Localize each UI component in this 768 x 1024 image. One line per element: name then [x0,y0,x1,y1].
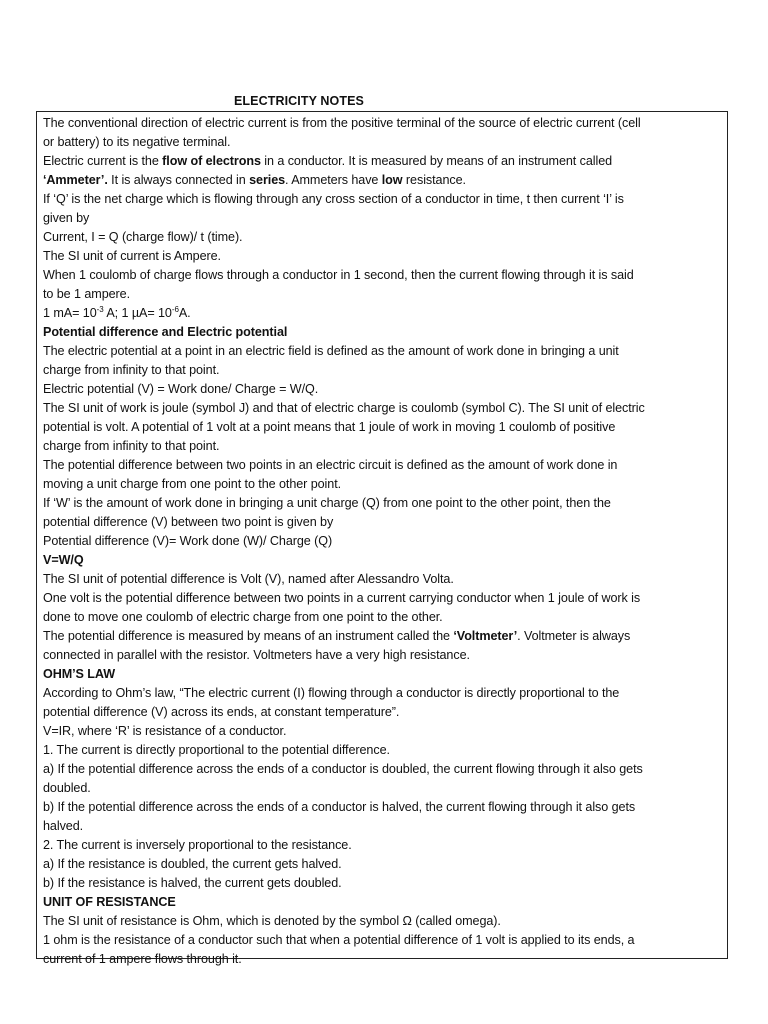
notes-line [43,627,720,646]
notes-line [43,266,720,285]
notes-line [43,228,720,247]
text-run: . Voltmeter is always [517,629,631,643]
text-run: moving a unit charge from one point to the other point. [43,477,342,491]
text-run: given by [43,211,90,225]
text-run: According to Ohm’s law, “The electric current (I) flowing through a conductor is directly proportional to the [43,686,620,700]
text-run: to be 1 ampere. [43,287,131,301]
text-run: 1 mA= 10 [43,306,97,320]
text-run: The potential difference is measured by means of an instrument called the [43,629,454,643]
text-run: A; 1 µA= 10 [103,306,172,320]
notes-line [43,646,720,665]
text-run: b) If the potential difference across the ends of a conductor is halved, the current flowing through it also gets [43,800,636,814]
text-run: The SI unit of potential difference is Volt (V), named after Alessandro Volta. [43,572,454,586]
text-run: charge from infinity to that point. [43,363,220,377]
text-run: The SI unit of current is Ampere. [43,249,221,263]
notes-line [43,741,720,760]
notes-line [43,855,720,874]
notes-line [43,874,720,893]
text-run: . Ammeters have [285,173,382,187]
notes-line [43,152,720,171]
text-run: The potential difference between two points in an electric circuit is defined as the amount of work done in [43,458,618,472]
notes-line [43,589,720,608]
bold-text: series [249,173,286,187]
notes-line [43,361,720,380]
text-run: halved. [43,819,84,833]
notes-line [43,836,720,855]
notes-line [43,760,720,779]
bold-text: OHM’S LAW [43,667,116,681]
notes-line [43,475,720,494]
superscript-text: -6 [171,304,179,314]
text-run: current of 1 ampere flows through it. [43,952,242,966]
notes-line [43,532,720,551]
notes-line [43,114,720,133]
text-run: The conventional direction of electric current is from the positive terminal of the source of electric current (cell [43,116,641,130]
text-run: The SI unit of work is joule (symbol J) and that of electric charge is coulomb (symbol C). The SI unit of electric [43,401,645,415]
notes-line [43,494,720,513]
text-run: doubled. [43,781,91,795]
notes-line [43,513,720,532]
notes-line [43,323,720,342]
text-run: done to move one coulomb of electric charge from one point to the other. [43,610,443,624]
bold-text: UNIT OF RESISTANCE [43,895,176,909]
bold-text: V=W/Q [43,553,84,567]
text-run: b) If the resistance is halved, the current gets doubled. [43,876,342,890]
notes-line [43,304,720,323]
notes-line [43,209,720,228]
text-run: Electric current is the [43,154,163,168]
notes-line [43,703,720,722]
text-run: a) If the potential difference across the ends of a conductor is doubled, the current flowing through it also gets [43,762,643,776]
text-run: 2. The current is inversely proportional to the resistance. [43,838,352,852]
notes-line [43,798,720,817]
notes-line [43,779,720,798]
notes-line [43,190,720,209]
text-run: connected in parallel with the resistor. Voltmeters have a very high resistance. [43,648,470,662]
notes-line [43,247,720,266]
superscript-text: -3 [96,304,104,314]
notes-box [36,111,728,966]
notes-line [43,684,720,703]
text-run: Electric potential (V) = Work done/ Charge = W/Q. [43,382,319,396]
notes-line [43,608,720,627]
notes-line [43,342,720,361]
notes-line [43,722,720,741]
text-run: When 1 coulomb of charge flows through a conductor in 1 second, then the current flowing through it is said [43,268,634,282]
text-run: The SI unit of resistance is Ohm, which is denoted by the symbol Ω (called omega). [43,914,501,928]
text-run: Potential difference (V)= Work done (W)/ Charge (Q) [43,534,333,548]
notes-line [43,437,720,456]
notes-line [43,551,720,570]
text-run: 1. The current is directly proportional to the potential difference. [43,743,390,757]
bold-text: low [381,173,403,187]
notes-line [43,418,720,437]
text-run: a) If the resistance is doubled, the current gets halved. [43,857,342,871]
text-run: If ‘W’ is the amount of work done in bringing a unit charge (Q) from one point to the other point, then the [43,496,611,510]
notes-line [43,399,720,418]
notes-line [43,380,720,399]
text-run: Current, I = Q (charge flow)/ t (time). [43,230,243,244]
bold-text: ‘Ammeter’. [43,173,108,187]
text-run: potential is volt. A potential of 1 volt at a point means that 1 joule of work in moving 1 coulomb of positive [43,420,616,434]
text-run: in a conductor. It is measured by means of an instrument called [260,154,613,168]
notes-line [43,931,720,950]
text-run: potential difference (V) across its ends, at constant temperature”. [43,705,400,719]
notes-line [43,817,720,836]
text-run: or battery) to its negative terminal. [43,135,231,149]
text-run: If ‘Q’ is the net charge which is flowing through any cross section of a conductor in time, t then current ‘I’ is [43,192,624,206]
notes-line [43,950,720,969]
text-run: 1 ohm is the resistance of a conductor such that when a potential difference of 1 volt is applied to its ends, a [43,933,635,947]
notes-line [43,285,720,304]
notes-line [43,570,720,589]
notes-line [43,171,720,190]
notes-line [43,133,720,152]
notes-line [43,456,720,475]
notes-line [43,912,720,931]
bold-text: Potential difference and Electric potential [43,325,288,339]
text-run: charge from infinity to that point. [43,439,220,453]
text-run: V=IR, where ‘R’ is resistance of a conductor. [43,724,287,738]
bold-text: flow of electrons [162,154,261,168]
text-run: A. [178,306,191,320]
page-title: ELECTRICITY NOTES [234,94,364,108]
text-run: potential difference (V) between two point is given by [43,515,334,529]
notes-line [43,665,720,684]
notes-line [43,893,720,912]
text-run: It is always connected in [107,173,250,187]
text-run: One volt is the potential difference between two points in a current carrying conductor when 1 joule of work is [43,591,641,605]
text-run: The electric potential at a point in an electric field is defined as the amount of work done in bringing a unit [43,344,619,358]
text-run: resistance. [402,173,466,187]
bold-text: ‘Voltmeter’ [453,629,518,643]
